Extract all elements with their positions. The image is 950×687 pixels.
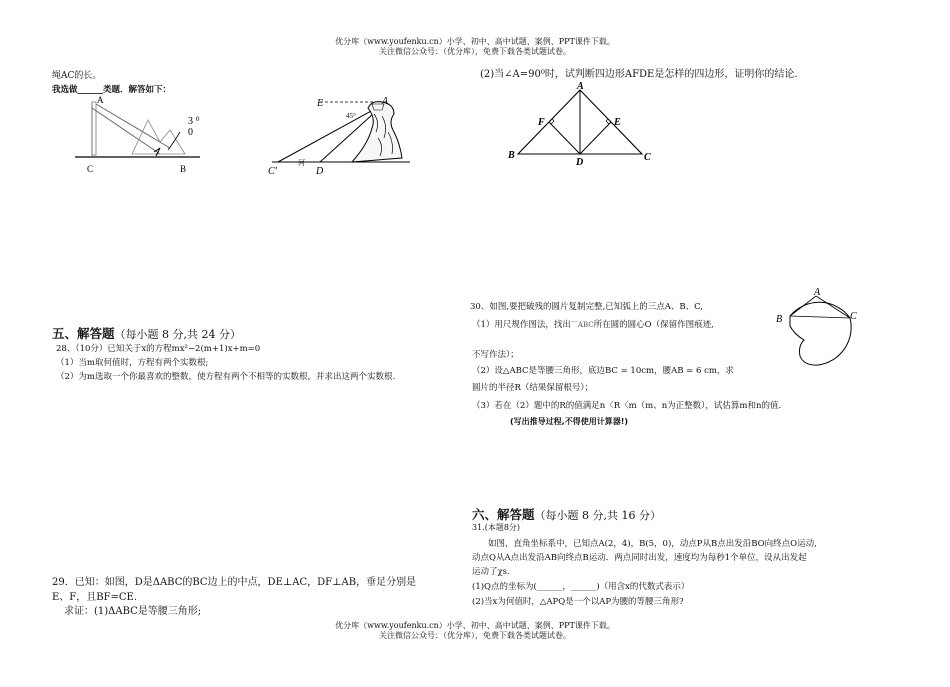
fig1-angle-bottom: 0 (188, 127, 193, 138)
q30-note: (写出推导过程,不得使用计算器!) (510, 417, 628, 426)
fig3-label-F: F (538, 117, 545, 128)
q30-part2: （2）设△ABC是等腰三角形，底边BC = 10cm，腰AB = 6 cm，求 (472, 366, 734, 376)
section-5-title (52, 324, 241, 342)
q29-part1: 求证：(1)ΔABC是等腰三角形; (64, 606, 202, 617)
fig3-label-E: E (614, 117, 621, 128)
fig3-label-C: C (644, 152, 651, 163)
q31-line1: 如图，直角坐标系中，已知点A(2，4)，B(5，0)，动点P从B点出发沿BO向终点O运动, (488, 539, 817, 549)
header-line-1: 优分库（www.youfenku.cn）小学、初中、高中试题、案例、PPT课件下载。 (335, 37, 615, 46)
fig4-label-B: B (776, 314, 783, 325)
section-6-subtitle: （每小题 8 分,共 16 分） (534, 509, 661, 522)
fig1-label-A: A (97, 95, 104, 105)
q28-stem: 28、（10分）已知关于x的方程mx²−2(m+1)x+m=0 (56, 344, 261, 354)
q31-part2: (2)当x为何值时，△APQ是一个以AP为腰的等腰三角形? (472, 597, 684, 607)
fig1-label-B: B (180, 164, 187, 174)
fig4-label-C: C (850, 311, 857, 322)
q30-part3: （3）若在（2）题中的R的值满足n〈R〈m（m、n为正整数），试估算m和n的值. (472, 401, 782, 411)
q29-part2: (2)当∠A=90⁰时，试判断四边形AFDE是怎样的四边形，证明你的结论. (480, 69, 798, 80)
fig2-label-C: C' (268, 166, 277, 177)
fig2-label-E: E (317, 98, 324, 109)
q28-part1: （1）当m取何值时，方程有两个实数根; (56, 358, 209, 368)
q30-stem: 30、如图,要把破残的圆片复制完整,已知弧上的三点A、B、C, (470, 302, 704, 312)
q31-line2: 动点Q从A点出发沿AB向终点B运动．两点同时出发，速度均为每秒1个单位，设从出发起 (472, 553, 807, 563)
fig2-label-D: D (316, 166, 324, 177)
q30-part2b: 圆片的半径R（结果保留根号）； (472, 383, 594, 393)
fig2-river: 河 (298, 159, 305, 167)
figure-isosceles-triangle (500, 80, 670, 170)
section-6-title-text: 六、解答题 (472, 507, 535, 522)
fig1-angle-top: 3 ⁰ (188, 116, 200, 127)
choose-line: 我选做______类题．解答如下： (52, 85, 172, 95)
q30-part1c: 不写作法）； (472, 350, 519, 360)
q30-part1a: （1）用尺规作图法，找出 (472, 320, 571, 330)
section-6-title (472, 505, 661, 523)
q31-part1: (1)Q点的坐标为(______，______)（用含x的代数式表示） (472, 582, 690, 592)
fig2-angle: 45° (346, 112, 356, 120)
section-5-subtitle: （每小题 8 分,共 24 分） (114, 328, 241, 341)
figure-ladder (70, 92, 210, 177)
q31-line3: 运动了χs. (472, 567, 510, 577)
fig3-label-A: A (577, 81, 584, 92)
q31-head: 31.(本题8分) (472, 523, 521, 532)
fig3-label-B: B (508, 150, 515, 161)
figure-broken-circle (768, 282, 868, 372)
q30-part1-line (472, 318, 714, 330)
q30-arc-abc: ⌒ABC (570, 321, 594, 329)
section-5-title-text: 五、解答题 (52, 326, 115, 341)
footer-line-2: 关注微信公众号：（优分库），免费下载各类试题试卷。 (379, 631, 571, 640)
q29-stem: 29．已知：如图，D是ΔABC的BC边上的中点，DE⊥AC，DF⊥AB，垂足分别是 (52, 577, 417, 588)
footer-line-1: 优分库（www.youfenku.cn）小学、初中、高中试题、案例、PPT课件下载。 (335, 621, 615, 630)
figure-mountain (260, 92, 420, 182)
fig4-label-A: A (814, 287, 821, 298)
fig3-label-D: D (576, 157, 584, 168)
q30-part1b: 所在圆的圆心O（保留作图痕迹, (593, 320, 714, 330)
header-line-2: 关注微信公众号：（优分库），免费下载各类试题试卷。 (379, 47, 571, 56)
q28-part2: （2）为m选取一个你最喜欢的整数，使方程有两个不相等的实数根，并求出这两个实数根. (56, 372, 396, 382)
q29-stem-2: E、F，且BF=CE. (52, 592, 138, 603)
fig2-label-A: A (382, 96, 389, 107)
fig1-label-C: C (87, 164, 94, 174)
question-tail-text: 绳AC的长。 (52, 71, 102, 81)
